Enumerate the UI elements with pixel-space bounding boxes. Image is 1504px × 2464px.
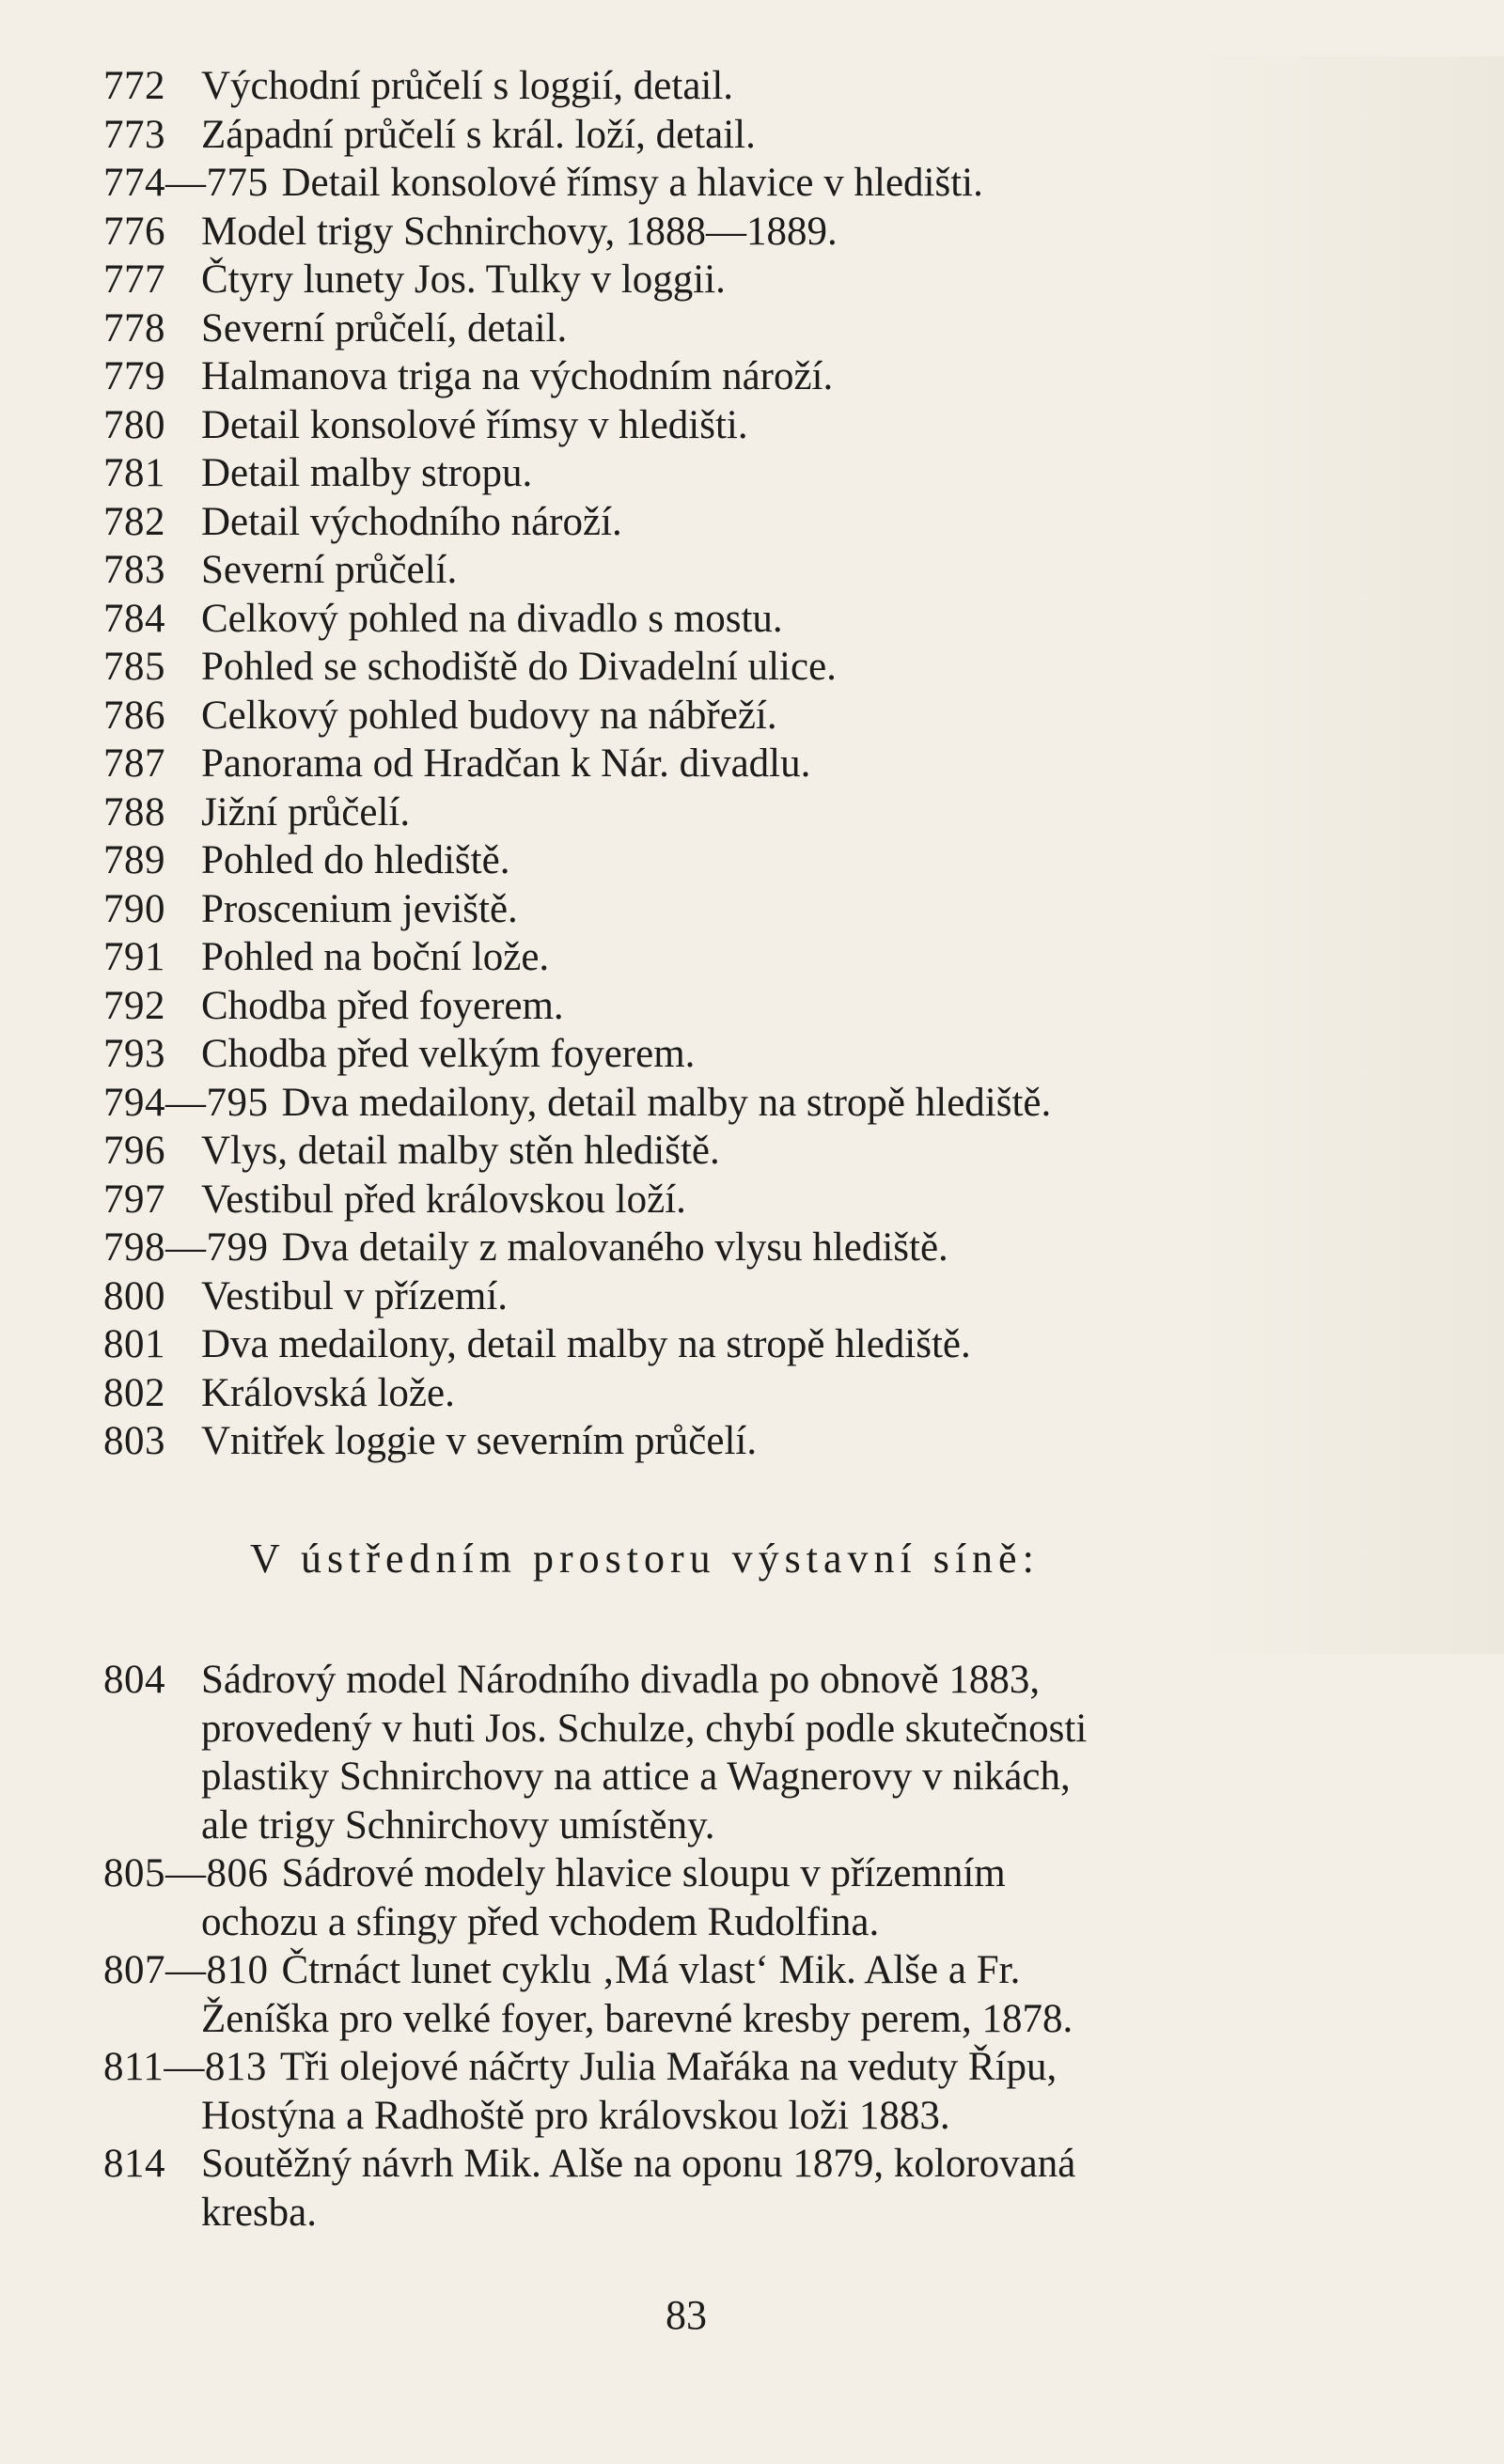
list-item [103,1369,1325,1418]
item-number: 779 [103,354,165,398]
item-number: 802 [103,1370,165,1415]
list-item [103,2043,1325,2140]
list-item [103,1176,1325,1224]
item-number: 814 [103,2142,165,2186]
list-item [103,304,1325,353]
item-number: 786 [103,693,165,738]
item-description-line [201,1656,1325,1705]
item-number: 785 [103,645,165,689]
item-number: 774—775 [103,161,269,205]
item-lead [103,1948,282,1992]
item-number: 778 [103,305,165,351]
item-description: Dva detaily z malovaného vlysu hlediště. [281,1225,948,1270]
item-description: Dva medailony, detail malby na stropě hlediště. [281,1080,1052,1125]
catalogue-list-models [103,1656,1325,2237]
item-lead [103,1851,282,1895]
item-number: 788 [103,789,165,834]
item-description: Detail konsolové římsy a hlavice v hledišti. [281,161,983,205]
list-item [103,933,1325,982]
item-description: Čtyry lunety Jos. Tulky v loggii. [201,257,726,302]
line-text: Tři olejové náčrty Julia Mařáka na veduty Řípu, [279,2045,1058,2089]
page-number: 83 [666,2292,707,2338]
item-number: 811—813 [103,2045,267,2089]
item-description: Královská lože. [201,1370,455,1415]
item-number: 790 [103,886,165,931]
item-number: 803 [103,1419,165,1463]
item-description: Vestibul v přízemí. [201,1273,509,1318]
item-description: Halmanova triga na východním nároží. [201,354,834,398]
item-description-line [201,2189,1325,2238]
item-number: 789 [103,838,165,882]
list-item [103,352,1325,401]
item-number: 801 [103,1322,165,1366]
item-number: 796 [103,1129,165,1173]
list-item [103,788,1325,837]
item-description-line [201,1898,1325,1947]
list-item [103,401,1325,450]
list-item [103,1656,1325,1849]
item-description: Celkový pohled budovy na nábřeží. [201,693,777,738]
item-description-line [201,1753,1325,1801]
item-number: 772 [103,64,165,108]
item-number: 783 [103,548,165,592]
item-description: Detail malby stropu. [201,451,533,495]
list-item [103,498,1325,547]
list-item [103,159,1325,208]
item-number: 781 [103,451,165,495]
item-description: Dva medailony, detail malby na stropě hlediště. [201,1322,971,1366]
list-item [103,256,1325,304]
item-description: Chodba před velkým foyerem. [201,1032,696,1076]
list-item [103,982,1325,1031]
list-item [103,1946,1325,2043]
line-text: Sádrové modely hlavice sloupu v přízemním [281,1851,1006,1895]
list-item [103,208,1325,257]
item-description: Vlys, detail malby stěn hlediště. [201,1129,720,1173]
item-number: 807—810 [103,1948,269,1992]
list-item [103,1320,1325,1369]
list-item [103,643,1325,692]
line-text: Sádrový model Národního divadla po obnově 1883, [201,1658,1041,1702]
item-description-line [201,2092,1325,2141]
item-number: 792 [103,983,165,1028]
item-description: Východní průčelí s loggií, detail. [201,64,734,108]
list-item [103,546,1325,595]
line-text: provedený v huti Jos. Schulze, chybí podle skutečnosti [201,1706,1088,1751]
item-number: 773 [103,112,165,157]
list-item [103,1849,1325,1946]
item-description: Pohled na boční lože. [201,935,550,979]
item-description-line [201,2140,1325,2189]
item-number: 776 [103,209,165,254]
item-description: Celkový pohled na divadlo s mostu. [201,596,783,641]
item-description-line [103,2043,1325,2092]
item-number: 805—806 [103,1851,269,1895]
item-description: Pohled se schodiště do Divadelní ulice. [201,645,837,689]
list-item [103,836,1325,885]
item-description-line [103,1946,1325,1995]
list-item [103,62,1325,111]
item-number: 787 [103,741,165,786]
item-number: 794—795 [103,1080,269,1125]
item-number: 800 [103,1273,165,1318]
list-item [103,111,1325,160]
item-description: Vestibul před královskou loží. [201,1177,686,1222]
item-description: Panorama od Hradčan k Nár. divadlu. [201,741,811,786]
item-description-line [201,1801,1325,1850]
line-text: kresba. [201,2190,317,2235]
line-text: Čtrnáct lunet cyklu ‚Má vlast‘ Mik. Alše a Fr. [281,1948,1021,1992]
section-heading: V ústředním prostoru výstavní síně: [250,1536,1040,1582]
list-item [103,449,1325,498]
list-item [103,1417,1325,1466]
item-description: Chodba před foyerem. [201,983,564,1028]
item-number: 798—799 [103,1225,269,1270]
list-item [103,1272,1325,1321]
item-description: Pohled do hlediště. [201,838,510,882]
list-item [103,1079,1325,1128]
list-item [103,595,1325,644]
item-description: Model trigy Schnirchovy, 1888—1889. [201,209,838,254]
item-number: 797 [103,1177,165,1222]
item-description: Západní průčelí s král. loží, detail. [201,112,756,157]
item-number: 780 [103,402,165,447]
list-item [103,885,1325,934]
list-item [103,1224,1325,1272]
item-description: Severní průčelí. [201,548,458,592]
item-lead [103,2045,280,2089]
list-item [103,1127,1325,1176]
line-text: Soutěžný návrh Mik. Alše na oponu 1879, kolorovaná [201,2142,1076,2186]
line-text: Hostýna a Radhoště pro královskou loži 1883. [201,2093,950,2138]
item-description-line [103,1849,1325,1898]
item-number: 777 [103,257,165,302]
item-number: 793 [103,1032,165,1076]
line-text: ochozu a sfingy před vchodem Rudolfina. [201,1899,880,1944]
item-description-line [201,1995,1325,2044]
item-description: Proscenium jeviště. [201,886,518,931]
item-number: 782 [103,499,165,544]
item-number: 784 [103,596,165,641]
list-item [103,2140,1325,2237]
item-number: 804 [103,1658,165,1702]
list-item [103,740,1325,788]
item-description: Jižní průčelí. [201,789,411,834]
list-item [103,1030,1325,1079]
item-description: Detail konsolové římsy v hledišti. [201,402,748,447]
item-description-line [201,1705,1325,1754]
line-text: Ženíška pro velké foyer, barevné kresby perem, 1878. [201,1996,1073,2041]
line-text: ale trigy Schnirchovy umístěny. [201,1802,715,1848]
item-description: Severní průčelí, detail. [201,305,568,351]
list-item [103,692,1325,741]
item-description: Vnitřek loggie v severním průčelí. [201,1419,758,1463]
line-text: plastiky Schnirchovy na attice a Wagnerovy v nikách, [201,1754,1071,1799]
catalogue-list-photos [103,62,1325,1466]
item-description: Detail východního nároží. [201,499,622,544]
item-number: 791 [103,935,165,979]
